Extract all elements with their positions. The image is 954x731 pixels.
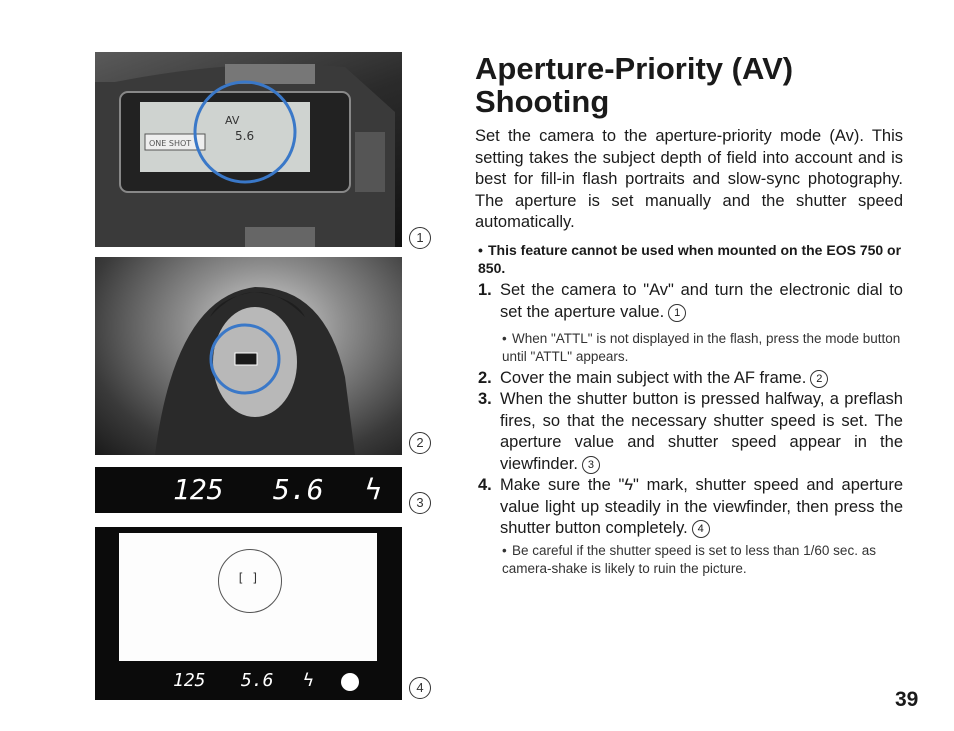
step-ref: 2: [810, 370, 828, 388]
viewfinder-flash-icon: ϟ: [303, 670, 314, 691]
step-number: 1.: [478, 281, 492, 299]
step-number: 4.: [478, 476, 492, 494]
note-camera-shake: [502, 542, 902, 578]
bullet-dot: •: [502, 331, 507, 346]
lcd-af-mode: ONE SHOT: [149, 139, 192, 148]
step-4: [478, 475, 903, 540]
bullet-dot: •: [478, 242, 483, 258]
step-text: Cover the main subject with the AF frame.: [500, 369, 807, 387]
note-text: When "ATTL" is not displayed in the flash, press the mode button until "ATTL" appears.: [502, 331, 901, 364]
step-text: When the shutter button is pressed halfway, a preflash fires, so that the necessary shutter speed is set. The aperture value and shutter speed appear in the viewfinder.: [500, 390, 903, 473]
step-ref: 1: [668, 304, 686, 322]
step-3: [478, 389, 903, 475]
lcd-aperture: 5.6: [235, 129, 255, 143]
figure-label-3: 3: [409, 492, 431, 514]
figure-label-1: 1: [409, 227, 431, 249]
page-number: 39: [895, 688, 919, 711]
viewfinder-aperture: 5.6: [241, 670, 274, 691]
warning-text: This feature cannot be used when mounted on the EOS 750 or 850.: [478, 242, 902, 276]
camera-lcd-illustration: [95, 52, 402, 247]
camera-lcd-photo: [95, 52, 402, 247]
viewfinder-display: [95, 467, 402, 513]
step-1: [478, 280, 903, 323]
note-attl: [502, 330, 902, 366]
compatibility-warning: [478, 241, 903, 277]
figure-label-2: 2: [409, 432, 431, 454]
lcd-mode: AV: [225, 114, 240, 127]
display-aperture: 5.6: [273, 473, 324, 506]
intro-paragraph: Set the camera to the aperture-priority mode (Av). This setting takes the subject depth of field into account and is best for fill-in flash portraits and slow-sync photography. The aperture is set manually and the shutter speed automatically.: [475, 127, 903, 231]
portrait-illustration: [95, 257, 402, 455]
bullet-dot: •: [502, 543, 507, 558]
flash-icon: ϟ: [365, 473, 382, 506]
viewfinder-shutter: 125: [173, 670, 206, 691]
step-ref: 4: [692, 520, 710, 538]
focus-confirmation-icon: [341, 673, 359, 691]
figure-label-4: 4: [409, 677, 431, 699]
af-frame-bracket: [ ]: [237, 571, 259, 585]
viewfinder-view: [95, 527, 402, 700]
step-number: 3.: [478, 390, 492, 408]
step-2: [478, 368, 903, 390]
page-title: Aperture-Priority (AV) Shooting: [475, 51, 794, 119]
step-ref: 3: [582, 456, 600, 474]
display-shutter: 125: [173, 473, 224, 506]
step-text: Make sure the "ϟ" mark, shutter speed and aperture value light up steadily in the viewfinder, then press the shutter button completely.: [500, 476, 903, 537]
step-text: Set the camera to "Av" and turn the electronic dial to set the aperture value.: [500, 281, 903, 321]
portrait-photo: [95, 257, 402, 455]
note-text: Be careful if the shutter speed is set to less than 1/60 sec. as camera-shake is likely to ruin the picture.: [502, 543, 876, 576]
step-number: 2.: [478, 369, 492, 387]
